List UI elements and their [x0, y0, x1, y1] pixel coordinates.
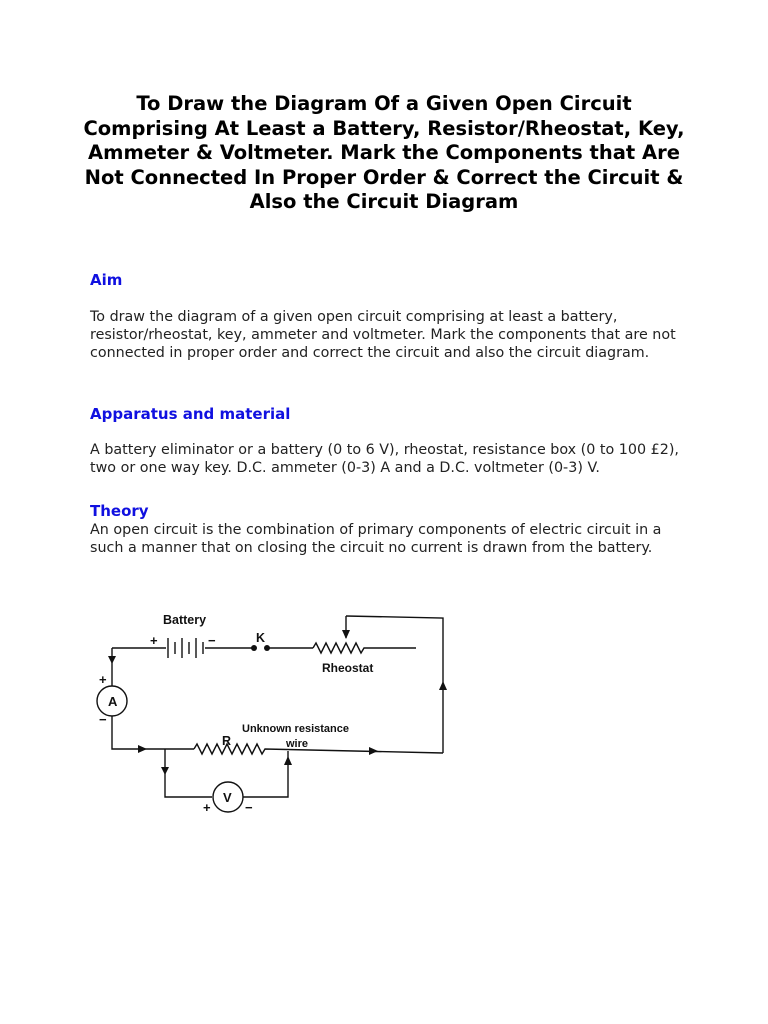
battery-plus-sign: + — [150, 633, 158, 648]
rheostat-slider-arrow — [342, 630, 350, 639]
rheostat-label: Rheostat — [322, 661, 374, 675]
resistor-label: R — [222, 734, 232, 748]
arrow-down-voltmeter — [161, 767, 169, 775]
voltmeter-wire-left — [165, 749, 212, 797]
left-wire-bottom — [112, 716, 194, 749]
aim-heading: Aim — [90, 271, 123, 289]
key-label: K — [256, 631, 266, 645]
theory-paragraph: An open circuit is the combination of primary components of electric circuit in a such a manner that on closing the circuit no current is drawn from the battery. — [90, 522, 662, 556]
rheostat-symbol — [313, 643, 416, 653]
key-terminal-right — [264, 645, 270, 651]
arrow-down-left — [108, 656, 116, 664]
right-wire — [346, 616, 443, 753]
unknown-resistance-label: Unknown resistance — [242, 723, 349, 735]
battery-minus-sign: − — [208, 633, 216, 648]
battery-symbol — [168, 638, 203, 658]
theory-heading: Theory — [90, 502, 149, 520]
voltmeter-plus-sign: + — [203, 800, 211, 815]
battery-label: Battery — [163, 613, 207, 627]
aim-paragraph: To draw the diagram of a given open circuit comprising at least a battery, resistor/rheostat, key, ammeter and voltmeter. Mark the components that are not connected in proper order and correct the circuit and also the circuit diagram. — [90, 309, 676, 361]
arrow-up-voltmeter — [284, 756, 292, 765]
apparatus-paragraph: A battery eliminator or a battery (0 to 6 V), rheostat, resistance box (0 to 100 £2), two or one way key. D.C. ammeter (0-3) A and a D.C. voltmeter (0-3) V. — [90, 442, 679, 476]
circuit-diagram — [90, 600, 460, 820]
unknown-resistance-wire-label: wire — [286, 738, 309, 750]
ammeter-plus-sign: + — [99, 672, 107, 687]
apparatus-heading: Apparatus and material — [90, 405, 291, 423]
voltmeter-minus-sign: − — [245, 800, 253, 815]
arrow-up-right — [439, 681, 447, 690]
ammeter-symbol-label: A — [108, 694, 118, 709]
ammeter-minus-sign: − — [99, 712, 107, 727]
voltmeter-symbol-label: V — [223, 790, 232, 805]
arrow-right-bottom — [138, 745, 147, 753]
arrow-right-wire — [369, 747, 378, 755]
page-title: To Draw the Diagram Of a Given Open Circuit Comprising At Least a Battery, Resistor/Rheostat, Key, Ammeter & Voltmeter. Mark the Components that Are Not Connected In Proper Order & Correct the Circuit & Also the Circuit Diagram — [83, 92, 685, 213]
unknown-resistance-wire — [194, 744, 443, 754]
voltmeter-wire-right — [243, 751, 288, 797]
key-terminal-left — [251, 645, 257, 651]
